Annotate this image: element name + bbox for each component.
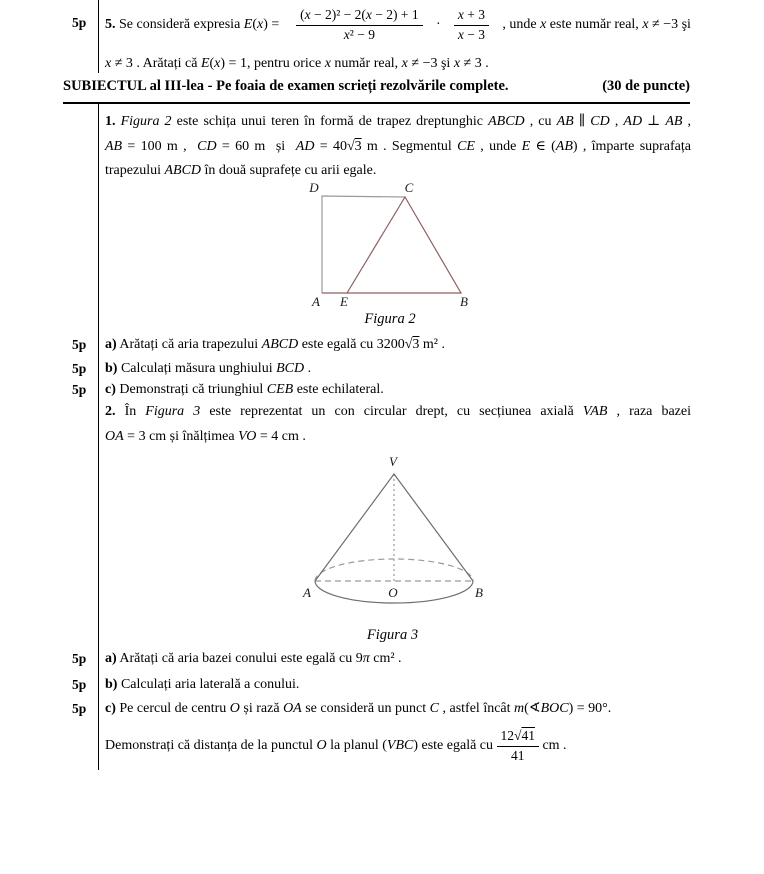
question-1c-text: c) Demonstrați că triunghiul CEB este echilateral. [105, 382, 384, 397]
trapezoid-sides-AB-BC-CE [322, 197, 461, 293]
section-title: SUBIECTUL al III-lea - Pe foaia de examen scrieți rezolvările complete. [63, 78, 509, 94]
problem2-statement [105, 400, 691, 449]
question-1a-row [72, 334, 690, 355]
figure-3-caption: Figura 3 [366, 627, 419, 643]
section-header [63, 78, 690, 95]
fraction-2-denominator: x − 3 [457, 26, 486, 42]
fraction-distance-denominator: 41 [510, 747, 525, 763]
vertex-label-B: B [460, 294, 468, 309]
question-2b-row [72, 674, 690, 695]
question-2c-line2 [105, 722, 567, 770]
points-label: 5p [72, 651, 87, 666]
points-label: 5p [72, 337, 87, 352]
question-2c-line2-post: cm . [538, 738, 567, 753]
fraction-expression-2 [454, 7, 489, 42]
points-label: 5p [72, 701, 87, 716]
question-1a-text: a) Arătați că aria trapezului ABCD este egală cu 3200√3 m² . [105, 337, 446, 352]
problem5-line1-post: , unde x este număr real, x ≠ −3 şi [502, 17, 691, 32]
fraction-distance [497, 728, 539, 763]
problem1-line2: AB = 100 m , CD = 60 m și AD = 40√3 m . Segmentul CE , unde E ∈ (AB) , împarte suprafața [105, 138, 691, 154]
fraction-distance-numerator: 12√41 [497, 728, 539, 746]
problem2-line1: 2. În Figura 3 este reprezentat un con circular drept, cu secțiunea axială VAB , raza bazei [105, 404, 691, 419]
question-2b-text: b) Calculați aria laterală a conului. [105, 677, 300, 692]
vertex-label-A: A [303, 585, 311, 600]
divider-vertical-top [98, 0, 99, 73]
problem5-line2: x ≠ 3 . Arătați că E(x) = 1, pentru orice x număr real, x ≠ −3 şi x ≠ 3 . [105, 56, 489, 71]
problem1-line1: 1. Figura 2 este schița unui teren în formă de trapez dreptunghic ABCD , cu AB ∥ CD , AD ⊥ AB , [105, 114, 692, 129]
question-1b-text: b) Calculați măsura unghiului BCD . [105, 361, 312, 376]
problem5-points-label: 5p [72, 15, 87, 30]
question-2c-text: c) Pe cercul de centru O și rază OA se consideră un punct C , astfel încât m(∢BOC) = 90°. [105, 701, 612, 716]
vertex-label-C: C [404, 180, 414, 195]
points-label: 5p [72, 382, 87, 397]
problem2-line2: OA = 3 cm și înălțimea VO = 4 cm . [105, 428, 306, 444]
question-2a-row [72, 648, 690, 669]
problem5-line1 [105, 2, 691, 48]
question-2c-line2-pre: Demonstrați că distanța de la punctul O la planul (VBC) este egală cu [105, 738, 497, 753]
fraction-expression-1 [296, 7, 423, 42]
divider-vertical-main [98, 104, 99, 770]
question-1c-row [72, 379, 690, 400]
question-2c-row [72, 698, 690, 719]
trapezoid-sides-DC-DA [322, 196, 405, 293]
figure-2-trapezoid-diagram [300, 178, 480, 310]
problem1-statement [105, 110, 691, 184]
section-points: (30 de puncte) [602, 78, 690, 94]
points-label: 5p [72, 361, 87, 376]
vertex-label-D: D [309, 180, 319, 195]
center-label-O: O [388, 585, 398, 600]
figure-3-cone-diagram [295, 450, 490, 610]
problem5-line1-pre: 5. Se consideră expresia E(x) = [105, 17, 283, 32]
question-2a-text: a) Arătați că aria bazei conului este egală cu 9π cm² . [105, 651, 402, 666]
fraction-2-numerator: x + 3 [454, 7, 489, 25]
divider-horizontal [63, 102, 690, 104]
vertex-label-E: E [340, 294, 348, 309]
fraction-1-denominator: x² − 9 [343, 26, 375, 42]
fraction-1-numerator: (x − 2)² − 2(x − 2) + 1 [296, 7, 423, 25]
multiplication-dot: · [435, 17, 441, 32]
figure-2-caption: Figura 2 [364, 311, 416, 327]
vertex-label-V: V [389, 454, 397, 469]
points-label: 5p [72, 677, 87, 692]
vertex-label-B: B [475, 585, 483, 600]
vertex-label-A: A [312, 294, 320, 309]
problem1-line3: trapezului ABCD în două suprafețe cu arii egale. [105, 163, 377, 178]
question-1b-row [72, 358, 690, 379]
